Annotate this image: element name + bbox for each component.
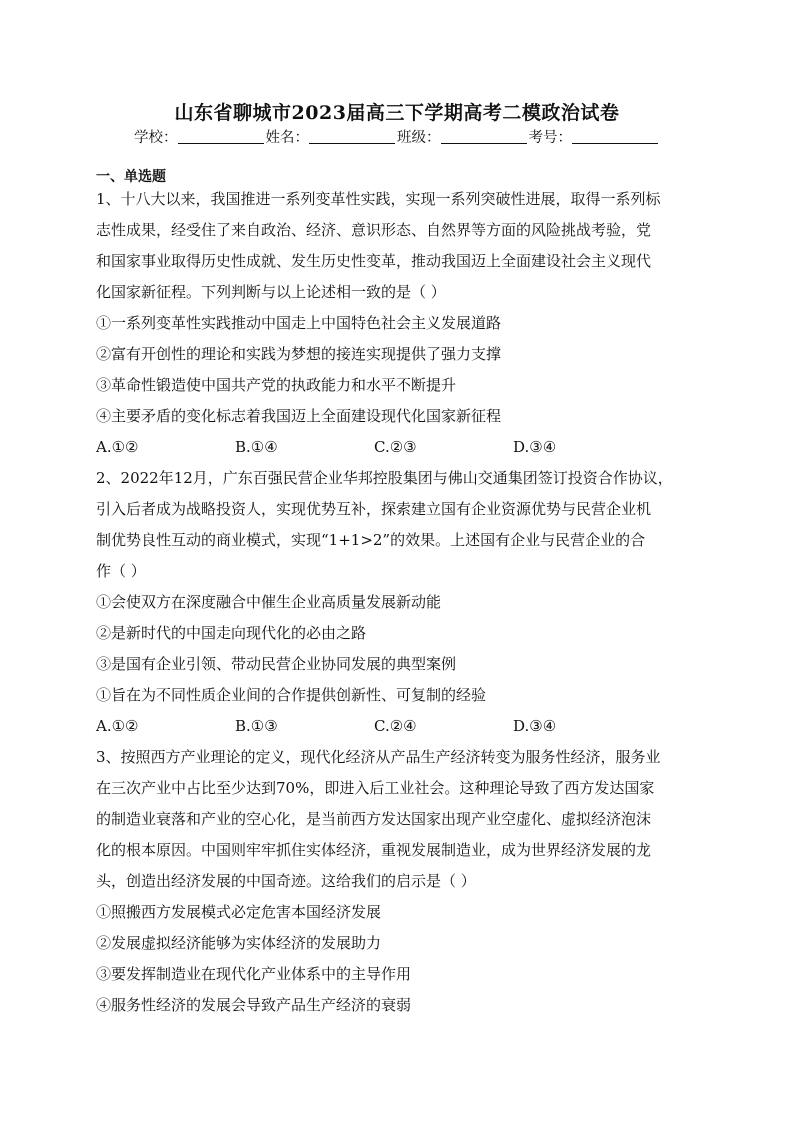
exam-number-blank	[572, 129, 658, 144]
question-2	[96, 463, 700, 742]
question-1	[96, 184, 700, 463]
question-stem-line: 在三次产业中占比至少达到70%，即进入后工业社会。这种理论导致了西方发达国家	[96, 779, 655, 797]
exam-title: 山东省聊城市2023届高三下学期高考二模政治试卷	[174, 102, 620, 124]
statement: ②发展虚拟经济能够为实体经济的发展助力	[96, 934, 382, 952]
option-d[interactable]: D.③④	[513, 438, 557, 456]
answer-options	[96, 711, 700, 742]
name-blank	[309, 129, 395, 144]
class-label: 班级：	[397, 130, 441, 146]
option-b[interactable]: B.①④	[235, 438, 278, 456]
question-stem-line: 志性成果，经受住了来自政治、经济、意识形态、自然界等方面的风险挑战考验，党	[96, 221, 652, 239]
question-stem-line: 头，创造出经济发展的中国奇迹。这给我们的启示是（ ）	[96, 872, 476, 890]
statement: ③革命性锻造使中国共产党的执政能力和水平不断提升	[96, 376, 457, 394]
statement: ④主要矛盾的变化标志着我国迈上全面建设现代化国家新征程	[96, 407, 502, 425]
option-a[interactable]: A.①②	[96, 717, 139, 735]
question-stem-line: 作（ ）	[96, 562, 146, 580]
exam-number-label: 考号：	[528, 130, 572, 146]
question-stem-line: 制优势良性互动的商业模式，实现“1+1>2”的效果。上述国有企业与民营企业的合	[96, 531, 646, 549]
statement: ①一系列变革性实践推动中国走上中国特色社会主义发展道路	[96, 314, 502, 332]
question-stem-line: 化国家新征程。下列判断与以上论述相一致的是（ ）	[96, 283, 446, 301]
question-stem-line: 和国家事业取得历史性成就、发生历史性变革，推动我国迈上全面建设社会主义现代	[96, 252, 652, 270]
school-label: 学校：	[134, 130, 178, 146]
question-3	[96, 742, 700, 1021]
statement: ③要发挥制造业在现代化产业体系中的主导作用	[96, 965, 412, 983]
answer-options	[96, 432, 700, 463]
statement: ①照搬西方发展模式必定危害本国经济发展	[96, 903, 382, 921]
name-label: 姓名：	[265, 130, 309, 146]
option-a[interactable]: A.①②	[96, 438, 139, 456]
question-stem-line: 的制造业衰落和产业的空心化，是当前西方发达国家出现产业空虚化、虚拟经济泡沫	[96, 810, 652, 828]
section-heading: 一、单选题	[96, 169, 166, 185]
option-c[interactable]: C.②④	[374, 717, 417, 735]
school-blank	[178, 129, 264, 144]
statement: ③是国有企业引领、带动民营企业协同发展的典型案例	[96, 655, 457, 673]
question-stem-line: 引入后者成为战略投资人，实现优势互补，探索建立国有企业资源优势与民营企业机	[96, 500, 652, 518]
option-b[interactable]: B.①③	[235, 717, 278, 735]
question-stem-line: 1、十八大以来，我国推进一系列变革性实践，实现一系列突破性进展，取得一系列标	[96, 190, 661, 208]
question-stem-line: 2、2022年12月，广东百强民营企业华邦控股集团与佛山交通集团签订投资合作协议，	[96, 469, 673, 487]
class-blank	[441, 129, 527, 144]
question-list	[96, 184, 700, 1021]
option-d[interactable]: D.③④	[513, 717, 557, 735]
question-stem-line: 化的根本原因。中国则牢牢抓住实体经济，重视发展制造业，成为世界经济发展的龙	[96, 841, 652, 859]
option-c[interactable]: C.②③	[374, 438, 417, 456]
statement: ①会使双方在深度融合中催生企业高质量发展新动能	[96, 593, 442, 611]
question-stem-line: 3、按照西方产业理论的定义，现代化经济从产品生产经济转变为服务性经济，服务业	[96, 748, 661, 766]
statement: ②是新时代的中国走向现代化的必由之路	[96, 624, 367, 642]
statement: ④服务性经济的发展会导致产品生产经济的衰弱	[96, 996, 412, 1014]
statement: ②富有开创性的理论和实践为梦想的接连实现提供了强力支撑	[96, 345, 502, 363]
student-info-row	[0, 126, 794, 147]
statement: ①旨在为不同性质企业间的合作提供创新性、可复制的经验	[96, 686, 487, 704]
